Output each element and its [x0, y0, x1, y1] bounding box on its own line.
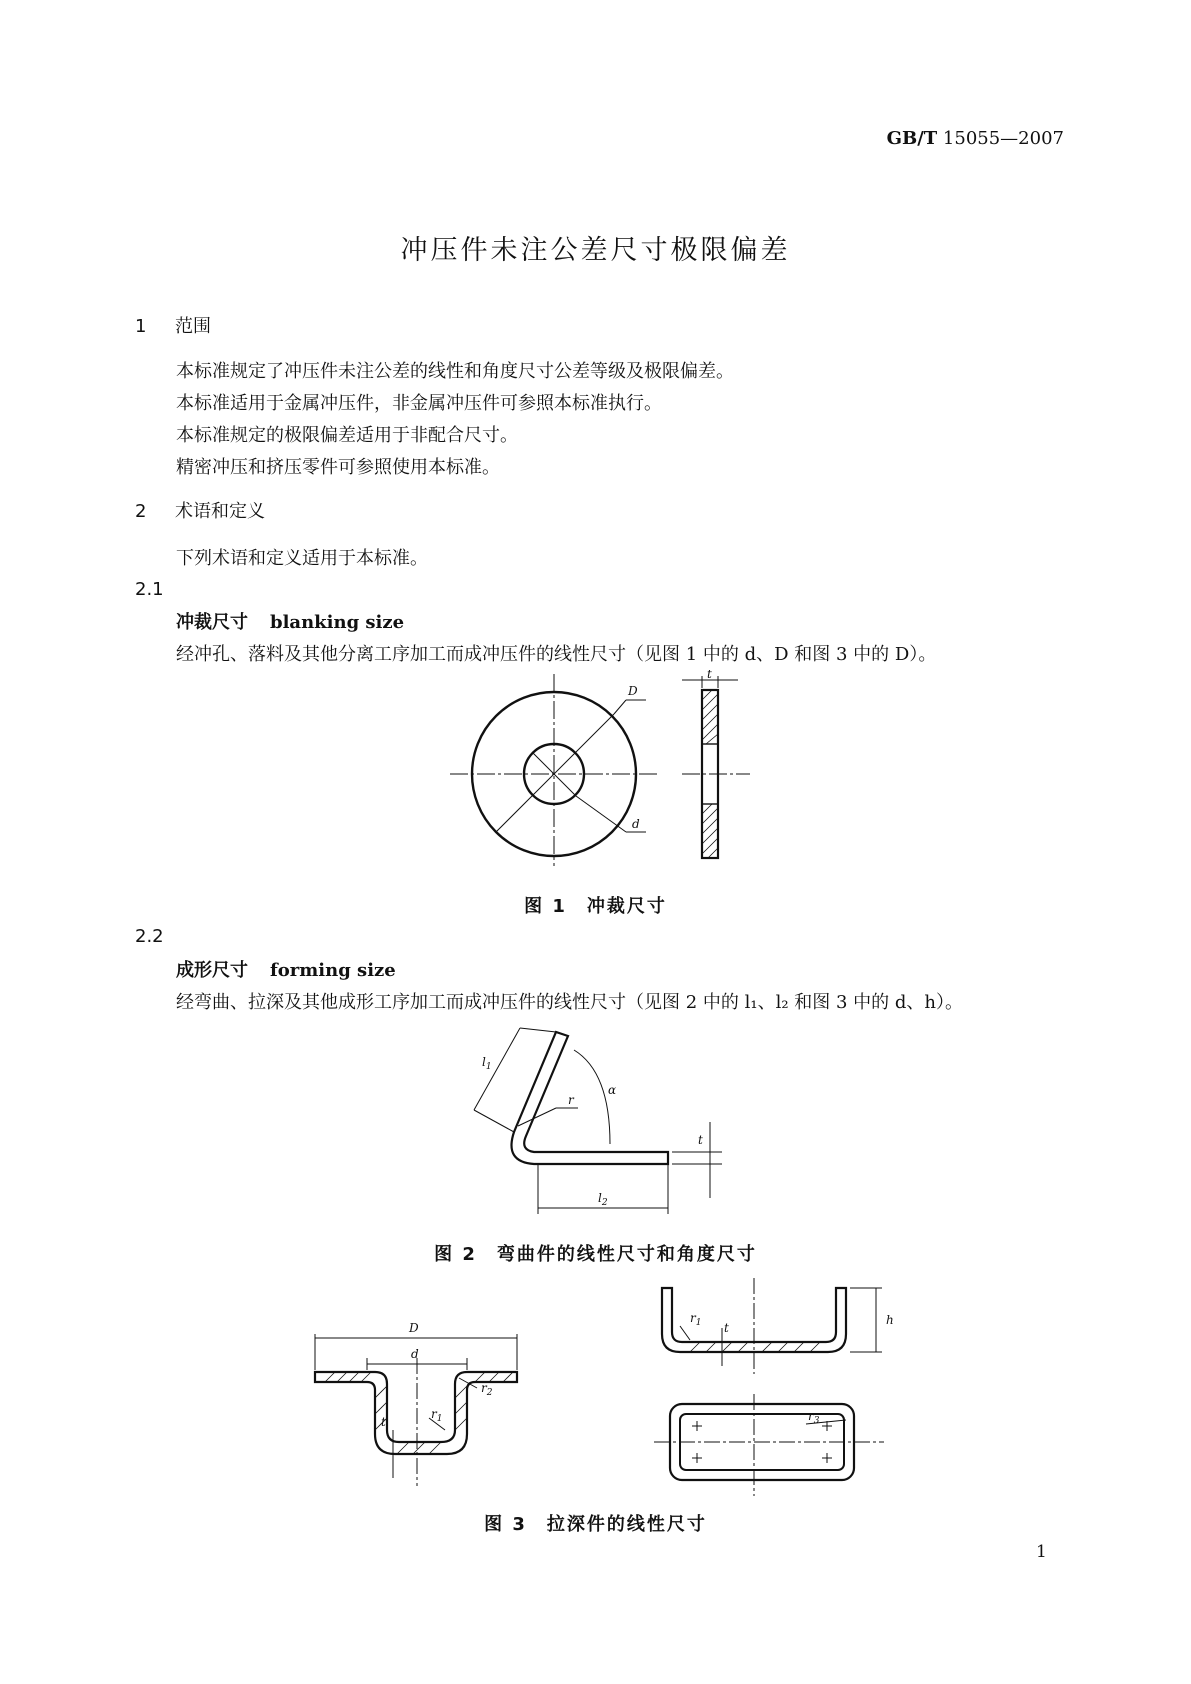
definition-blanking-size: 经冲孔、落料及其他分离工序加工而成冲压件的线性尺寸（见图 1 中的 d、D 和图 3 中的 D）。 — [176, 644, 937, 665]
section-1-para-4: 精密冲压和挤压零件可参照使用本标准。 — [176, 457, 500, 478]
figure-3-label-r3: $r_3$ — [808, 1409, 820, 1426]
section-2-heading: 2 术语和定义 — [135, 501, 265, 522]
figure-3-label-h: h — [886, 1313, 894, 1327]
figure-2-label-l2: $l_2$ — [598, 1191, 608, 1208]
section-1-heading: 1 范围 — [135, 316, 211, 337]
figure-2-label-alpha: α — [608, 1083, 617, 1097]
section-1-para-1: 本标准规定了冲压件未注公差的线性和角度尺寸公差等级及极限偏差。 — [176, 361, 734, 382]
figure-1-drawing — [420, 670, 780, 870]
figure-3-label-r2: $r_2$ — [481, 1381, 493, 1398]
figure-2-drawing — [460, 1022, 740, 1222]
section-2-2-number: 2.2 — [135, 926, 164, 947]
figure-3-label-d: d — [411, 1347, 419, 1361]
figure-3-box-label-t: t — [724, 1321, 729, 1335]
section-1-para-2: 本标准适用于金属冲压件，非金属冲压件可参照本标准执行。 — [176, 393, 662, 414]
page-title: 冲压件未注公差尺寸极限偏差 — [400, 235, 791, 266]
figure-3-caption: 图 3 拉深件的线性尺寸 — [484, 1514, 707, 1535]
figure-3-label-r1: $r_1$ — [431, 1407, 443, 1424]
standard-number: GB/T 15055—2007 — [886, 128, 1064, 149]
figure-2-label-t: t — [698, 1133, 703, 1147]
figure-3-box-label-r1: $r_1$ — [690, 1311, 702, 1328]
term-blanking-size: 冲裁尺寸 blanking size — [176, 612, 405, 633]
section-1-para-3: 本标准规定的极限偏差适用于非配合尺寸。 — [176, 425, 518, 446]
definition-forming-size: 经弯曲、拉深及其他成形工序加工而成冲压件的线性尺寸（见图 2 中的 l₁、l₂ 和图 3 中的 d、h）。 — [176, 992, 964, 1013]
figure-1-label-D: D — [628, 684, 638, 698]
figure-3-flanged-cup-drawing — [305, 1318, 545, 1490]
figure-1-label-t: t — [707, 670, 712, 681]
term-forming-size: 成形尺寸 forming size — [176, 960, 396, 981]
figure-2-label-r: r — [568, 1093, 574, 1107]
figure-1-label-d: d — [632, 817, 640, 831]
section-2-intro: 下列术语和定义适用于本标准。 — [176, 548, 428, 569]
figure-3-label-t: t — [381, 1415, 386, 1429]
figure-3-label-D: D — [409, 1321, 419, 1335]
section-2-1-number: 2.1 — [135, 579, 164, 600]
page-number: 1 — [1036, 1542, 1047, 1562]
figure-1-caption: 图 1 冲裁尺寸 — [524, 896, 667, 917]
figure-2-label-l1: $l_1$ — [482, 1055, 492, 1072]
figure-3-box-plan-drawing — [650, 1390, 900, 1502]
figure-3-box-section-drawing — [650, 1270, 900, 1378]
figure-2-caption: 图 2 弯曲件的线性尺寸和角度尺寸 — [434, 1244, 757, 1265]
